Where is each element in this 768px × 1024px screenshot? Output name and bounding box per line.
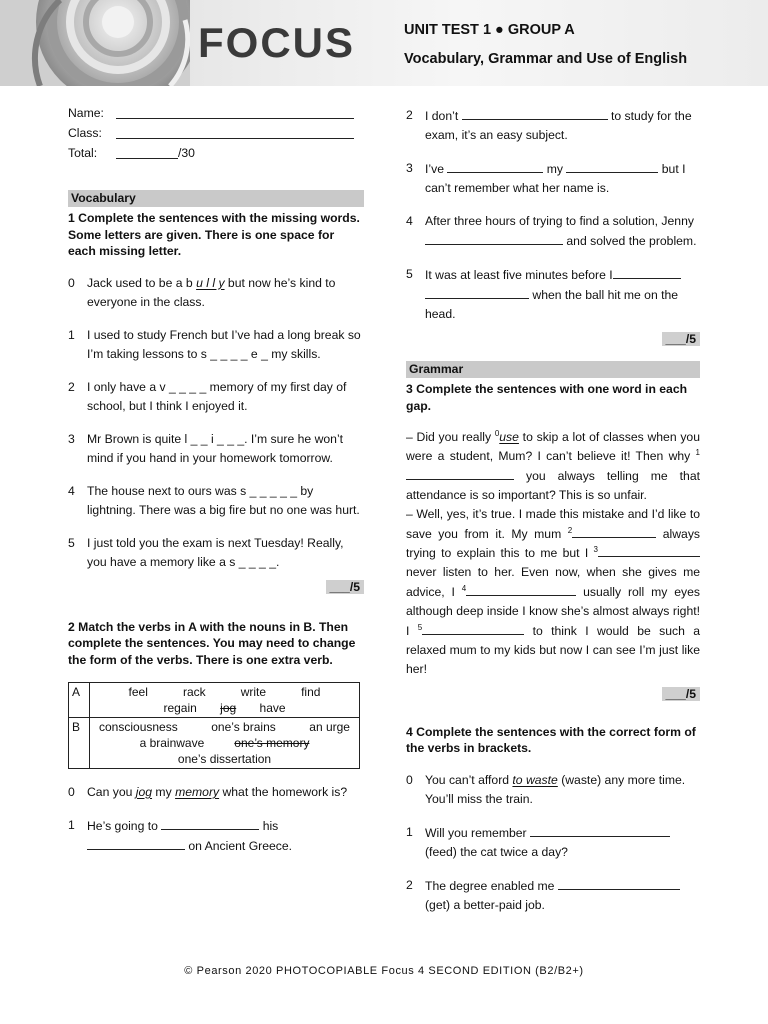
answer-blank[interactable] bbox=[566, 159, 658, 173]
answer-blank[interactable] bbox=[406, 466, 514, 480]
list-item[interactable]: 2 I don’t to study for the exam, it’s an easy subject. bbox=[406, 108, 692, 142]
verb: write bbox=[240, 685, 267, 699]
example-answer: to waste bbox=[512, 772, 558, 787]
list-item[interactable]: 5 I just told you the exam is next Tuesday! Really, you have a memory like a s _ _ _ _. bbox=[68, 535, 344, 569]
left-column bbox=[68, 104, 364, 856]
focus-logo-graphic bbox=[0, 0, 190, 86]
verb: rack bbox=[182, 685, 206, 699]
verb: find bbox=[301, 685, 321, 699]
list-item[interactable]: 5 It was at least five minutes before I when the ball hit me on the head. bbox=[406, 265, 700, 324]
ex3-score[interactable]: ___/5 bbox=[406, 685, 700, 704]
example-answer: u l l y bbox=[196, 275, 225, 290]
ex1-score[interactable]: ___/5 bbox=[68, 578, 364, 597]
total-field[interactable] bbox=[68, 144, 364, 163]
answer-blank[interactable] bbox=[422, 621, 524, 635]
noun: an urge bbox=[309, 720, 350, 734]
name-field[interactable] bbox=[68, 104, 364, 123]
ab-match-table bbox=[68, 682, 360, 769]
answer-blank[interactable] bbox=[462, 106, 608, 120]
noun: a brainwave bbox=[139, 736, 205, 750]
focus-logo-text: FOCUS bbox=[198, 19, 355, 66]
verb: feel bbox=[128, 685, 148, 699]
class-line[interactable] bbox=[116, 124, 354, 139]
answer-blank[interactable] bbox=[613, 265, 681, 279]
list-item[interactable]: 4 The house next to ours was s _ _ _ _ _ by lightning. There was a big fire but no one was hurt. bbox=[68, 483, 360, 517]
answer-blank[interactable] bbox=[530, 823, 670, 837]
right-column bbox=[406, 106, 700, 915]
noun: one’s brains bbox=[211, 720, 276, 734]
ex3-dialogue: – Did you really $^0$use to skip a lot of classes when you were a student, Mum? I can’t believe it! Then why $^1$ you always telling me that attendance is so important? This is so unfair. – Well, yes, it’s true. I made this mistake and I’d like to save you from it. My mum $^2$ always trying to explain this to me but I $^3$ never listen to her. Even now, when she gives me advice, I $^4$ usually roll my eyes although deep inside I know she’s almost always right! I $^5$ to think I would be such a relaxed mum to my kids but now I can see I’m just like her! bbox=[406, 428, 701, 676]
answer-blank[interactable] bbox=[598, 543, 700, 557]
answer-blank[interactable] bbox=[87, 836, 185, 850]
name-label: Name: bbox=[68, 106, 104, 120]
ex2-instruction: 2 Match the verbs in A with the nouns in B. Then complete the sentences. You may need to change the form of the verbs. There is one extra verb. bbox=[68, 619, 356, 667]
list-item[interactable]: 1 Will you remember (feed) the cat twice a day? bbox=[406, 823, 700, 862]
footer-copyright: © Pearson 2020 PHOTOCOPIABLE Focus 4 SECOND EDITION (B2/B2+) bbox=[184, 965, 584, 977]
list-item[interactable]: 1 I used to study French but I’ve had a long break so I’m taking lessons to s _ _ _ _ e _ my skills. bbox=[68, 327, 361, 361]
noun: consciousness bbox=[99, 720, 178, 734]
answer-blank[interactable] bbox=[572, 524, 656, 538]
table-a-label: A bbox=[69, 683, 90, 718]
list-item[interactable]: 2 The degree enabled me (get) a better-paid job. bbox=[406, 876, 700, 915]
list-item[interactable]: 4 After three hours of trying to find a solution, Jenny and solved the problem. bbox=[406, 214, 697, 248]
class-label: Class: bbox=[68, 126, 102, 140]
list-item: 0 Can you jog my memory what the homework is? bbox=[68, 785, 348, 799]
verb: regain bbox=[163, 701, 197, 715]
grammar-heading: Grammar bbox=[406, 361, 700, 378]
total-line[interactable] bbox=[116, 144, 178, 159]
list-item[interactable]: 2 I only have a v _ _ _ _ memory of my first day of school, but I think I enjoyed it. bbox=[68, 379, 347, 413]
unit-test-title: UNIT TEST 1 ● GROUP A bbox=[404, 22, 575, 38]
verb-used: jog bbox=[220, 701, 237, 715]
list-item[interactable]: 3 I’ve my but I can’t remember what her name is. bbox=[406, 161, 686, 195]
test-subtitle: Vocabulary, Grammar and Use of English bbox=[404, 51, 688, 67]
ex4-instruction: 4 Complete the sentences with the correct form of the verbs in brackets. bbox=[406, 724, 696, 756]
answer-blank[interactable] bbox=[425, 231, 563, 245]
table-b-label: B bbox=[69, 718, 90, 769]
answer-blank[interactable] bbox=[447, 159, 543, 173]
ex3-instruction: 3 Complete the sentences with one word in each gap. bbox=[406, 382, 688, 413]
ex1-instruction: 1 Complete the sentences with the missing words. Some letters are given. There is one space for each missing letter. bbox=[68, 211, 360, 258]
header-banner bbox=[0, 0, 768, 86]
list-item: 0 Jack used to be a b u l l y but now he’s kind to everyone in the class. bbox=[68, 275, 336, 309]
list-item[interactable]: 1 He’s going to his on Ancient Greece. bbox=[68, 818, 293, 853]
total-label: Total: bbox=[68, 146, 98, 160]
class-field[interactable] bbox=[68, 124, 364, 143]
name-line[interactable] bbox=[116, 104, 354, 119]
noun-used: one’s memory bbox=[234, 736, 310, 750]
list-item: 0 You can’t afford to waste (waste) any more time. You’ll miss the train. bbox=[406, 772, 686, 806]
answer-blank[interactable] bbox=[558, 876, 680, 890]
ex2-score[interactable]: ___/5 bbox=[406, 330, 700, 349]
verb: have bbox=[259, 701, 286, 715]
noun: one’s dissertation bbox=[177, 752, 272, 766]
example-answer: use bbox=[499, 430, 519, 444]
answer-blank[interactable] bbox=[466, 582, 576, 596]
list-item[interactable]: 3 Mr Brown is quite l _ _ i _ _ _. I’m sure he won’t mind if you hand in your homework tomorrow. bbox=[68, 431, 344, 465]
total-max: /30 bbox=[178, 146, 195, 160]
answer-blank[interactable] bbox=[425, 285, 529, 299]
answer-blank[interactable] bbox=[161, 816, 259, 830]
vocabulary-heading: Vocabulary bbox=[68, 190, 364, 207]
